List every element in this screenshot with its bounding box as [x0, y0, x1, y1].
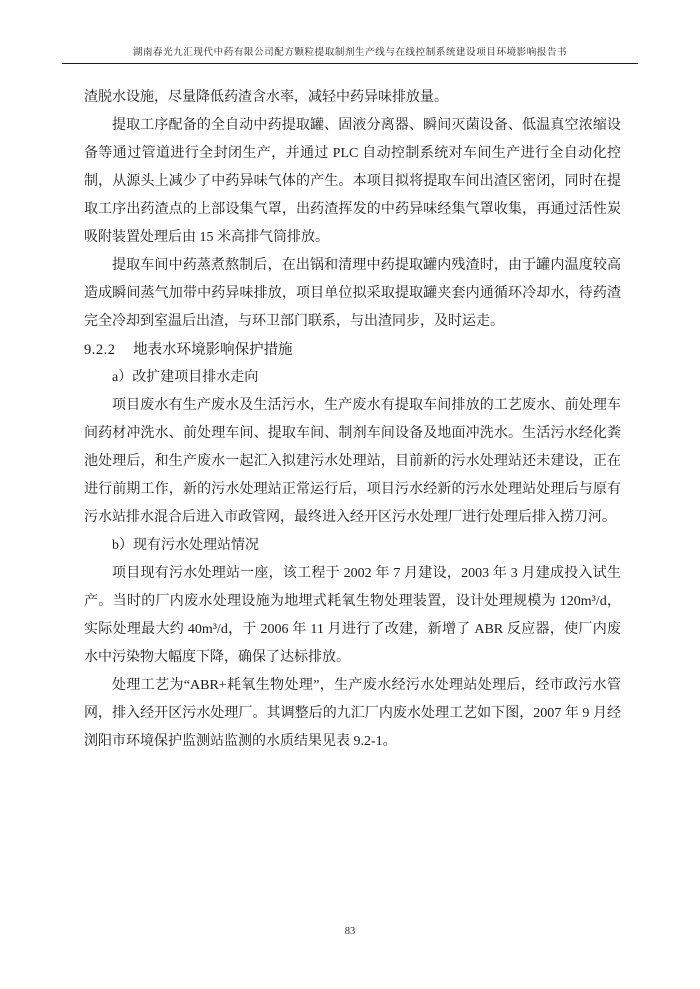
- page-number: 83: [344, 926, 356, 937]
- list-item-a: a）改扩建项目排水走向: [112, 370, 259, 385]
- page-header: [62, 44, 638, 64]
- section-number: 9.2.2: [84, 342, 116, 358]
- paragraph-treatment-process: 处理工艺为“ABR+耗氧生物处理”，生产废水经污水处理站处理后，经市政污水管网，排入经开区污水处理厂。其调整后的九汇厂内废水处理工艺如下图，2007 年 9 月经浏阳市环境保护监测站监测的水质结果见表 9.2-1。: [84, 678, 621, 749]
- section-title: 地表水环境影响保护措施: [133, 342, 293, 358]
- paragraph-extraction-equipment: 提取工序配备的全自动中药提取罐、固液分离器、瞬间灭菌设备、低温真空浓缩设备等通过管道进行全封闭生产，并通过 PLC 自动控制系统对车间生产进行全自动化控制，从源头上减少了中药异味气体的产生。本项目拟将提取车间出渣区密闭，同时在提取工序出药渣点的上部设集气罩，出药渣挥发的中药异味经集气罩收集，再通过活性炭吸附装置处理后由 15 米高排气筒排放。: [84, 118, 621, 245]
- list-item-b: b）现有污水处理站情况: [112, 538, 259, 553]
- header-title: 湖南春光九汇现代中药有限公司配方颗粒提取制剂生产线与在线控制系统建设项目环境影响报告书: [132, 48, 568, 58]
- paragraph-slag-dewatering: 渣脱水设施，尽量降低药渣含水率，减轻中药异味排放量。: [84, 90, 448, 105]
- section-heading-9-2-2: [84, 336, 621, 364]
- document-body: [84, 84, 621, 756]
- paragraph-existing-station: 项目现有污水处理站一座，该工程于 2002 年 7 月建设，2003 年 3 月建成投入试生产。当时的厂内废水处理设施为地埋式耗氧生物处理装置，设计处理规模为 120m³/d，实际处理最大约 40m³/d，于 2006 年 11 月进行了改建，新增了 ABR 反应器，使厂内废水中污染物大幅度下降，确保了达标排放。: [84, 566, 621, 665]
- page-footer: [0, 921, 700, 939]
- header-divider: [62, 63, 638, 64]
- paragraph-wastewater-routing: 项目废水有生产废水及生活污水，生产废水有提取车间排放的工艺废水、前处理车间药材冲洗水、前处理车间、提取车间、制剂车间设备及地面冲洗水。生活污水经化粪池处理后，和生产废水一起汇入拟建污水处理站，目前新的污水处理站还未建设，正在进行前期工作，新的污水处理站正常运行后，项目污水经新的污水处理站处理后与原有污水站排水混合后进入市政管网，最终进入经开区污水处理厂进行处理后排入捞刀河。: [84, 398, 621, 525]
- paragraph-residue-cooling: 提取车间中药蒸煮熬制后，在出锅和清理中药提取罐内残渣时，由于罐内温度较高造成瞬间蒸气加带中药异味排放，项目单位拟采取提取罐夹套内通循环冷却水，待药渣完全冷却到室温后出渣，与环卫部门联系，与出渣同步，及时运走。: [84, 258, 621, 329]
